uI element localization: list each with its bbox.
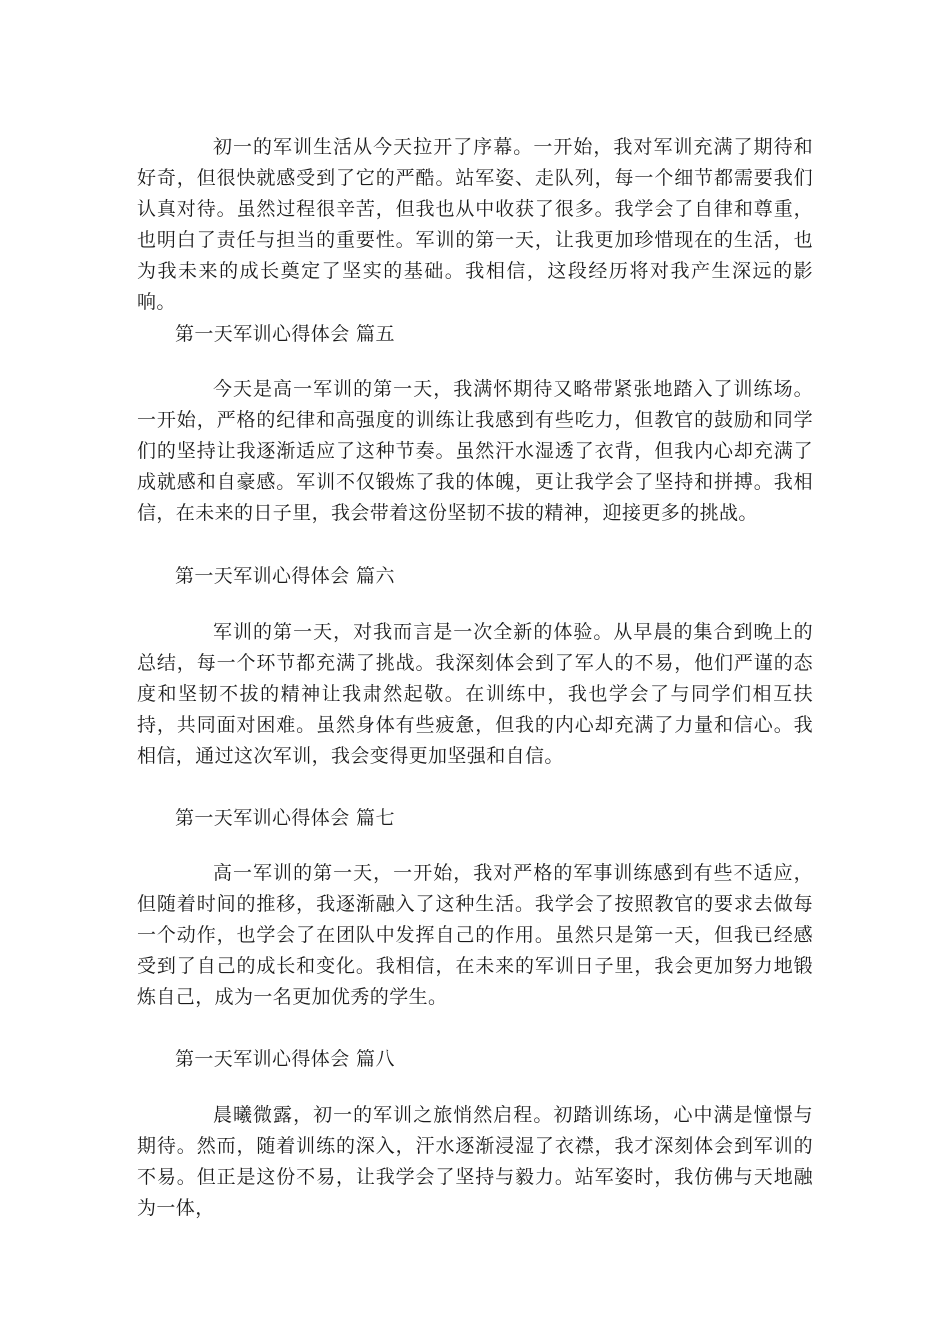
heading-part-8: 第一天军训心得体会 篇八 [175, 1048, 395, 1070]
paragraph-part-8-body: 晨曦微露，初一的军训之旅悄然启程。初踏训练场，心中满是憧憬与期待。然而，随着训练的深入，汗水逐渐浸湿了衣襟，我才深刻体会到军训的不易。但正是这份不易，让我学会了坚持与毅力。站军姿时，我仿佛与天地融为一体， [137, 1104, 813, 1219]
paragraph-part-6-body: 军训的第一天，对我而言是一次全新的体验。从早晨的集合到晚上的总结，每一个环节都充满了挑战。我深刻体会到了军人的不易，他们严谨的态度和坚韧不拔的精神让我肃然起敬。在训练中，我也学会了与同学们相互扶持，共同面对困难。虽然身体有些疲惫，但我的内心却充满了力量和信心。我相信，通过这次军训，我会变得更加坚强和自信。 [137, 621, 813, 767]
heading-part-7: 第一天军训心得体会 篇七 [175, 807, 395, 829]
paragraph-part-4-body: 初一的军训生活从今天拉开了序幕。一开始，我对军训充满了期待和好奇，但很快就感受到了它的严酷。站军姿、走队列，每一个细节都需要我们认真对待。虽然过程很辛苦，但我也从中收获了很多。我学会了自律和尊重，也明白了责任与担当的重要性。军训的第一天，让我更加珍惜现在的生活，也为我未来的成长奠定了坚实的基础。我相信，这段经历将对我产生深远的影响。 [137, 136, 813, 313]
heading-part-5: 第一天军训心得体会 篇五 [175, 323, 395, 345]
heading-part-6: 第一天军训心得体会 篇六 [175, 565, 395, 587]
paragraph-part-7-body: 高一军训的第一天，一开始，我对严格的军事训练感到有些不适应，但随着时间的推移，我逐渐融入了这种生活。我学会了按照教官的要求去做每一个动作，也学会了在团队中发挥自己的作用。虽然只是第一天，但我已经感受到了自己的成长和变化。我相信，在未来的军训日子里，我会更加努力地锻炼自己，成为一名更加优秀的学生。 [137, 862, 813, 1008]
paragraph-part-5-body: 今天是高一军训的第一天，我满怀期待又略带紧张地踏入了训练场。一开始，严格的纪律和高强度的训练让我感到有些吃力，但教官的鼓励和同学们的坚持让我逐渐适应了这种节奏。虽然汗水湿透了衣背，但我内心却充满了成就感和自豪感。军训不仅锻炼了我的体魄，更让我学会了坚持和拼搏。我相信，在未来的日子里，我会带着这份坚韧不拔的精神，迎接更多的挑战。 [137, 378, 813, 524]
